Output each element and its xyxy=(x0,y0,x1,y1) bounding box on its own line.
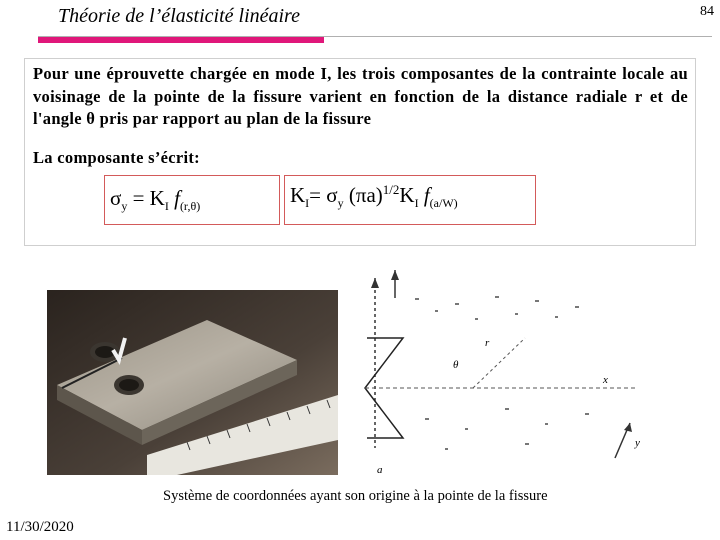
eq2-sup: 1/2 xyxy=(382,182,400,197)
eq2-eq: = σ xyxy=(309,183,338,207)
eq2-pi-part: (πa) xyxy=(343,183,383,207)
page-number: 84 xyxy=(700,4,714,19)
specimen-photo xyxy=(47,290,338,475)
composante-label: La composante s’écrit: xyxy=(33,148,200,167)
slide-title: Théorie de l’élasticité linéaire xyxy=(58,5,300,27)
equation-sigma-y xyxy=(110,186,200,214)
eq2-sigma-sub: y xyxy=(337,196,344,211)
intro-paragraph: Pour une éprouvette chargée en mode I, les trois composantes de la contrainte locale au voisinage de la pointe de la fissure varient en fonction de la distance radiale r et de l'angle θ pris par rapport au plan de la fissure xyxy=(33,64,688,128)
eq1-args: (r,θ) xyxy=(179,199,201,214)
diagram-label-x: x xyxy=(603,374,608,386)
eq2-args: (a/W) xyxy=(429,196,458,211)
diagram-label-r: r xyxy=(485,337,490,349)
eq1-equals: = K xyxy=(127,186,165,210)
eq1-sigma-sub: y xyxy=(121,199,128,214)
eq2-k2: K xyxy=(399,183,415,207)
diagram-label-y: y xyxy=(635,437,640,449)
eq1-k-sub: I xyxy=(164,199,169,214)
eq2-k-sub: I xyxy=(305,196,310,211)
diagram-caption: Système de coordonnées ayant son origine à la pointe de la fissure xyxy=(163,488,548,504)
eq2-f: f xyxy=(418,183,430,207)
date-footer: 11/30/2020 xyxy=(6,519,74,535)
diagram-label-a: a xyxy=(377,464,383,476)
eq1-sigma: σ xyxy=(110,186,122,210)
crack-coordinate-diagram xyxy=(345,258,655,480)
equation-k-i xyxy=(290,182,458,211)
diagram-label-theta: θ xyxy=(453,359,459,371)
title-accent-bar xyxy=(38,37,324,43)
eq2-k: K xyxy=(290,183,306,207)
eq1-f: f xyxy=(168,186,180,210)
eq2-k2-sub: I xyxy=(414,196,419,211)
